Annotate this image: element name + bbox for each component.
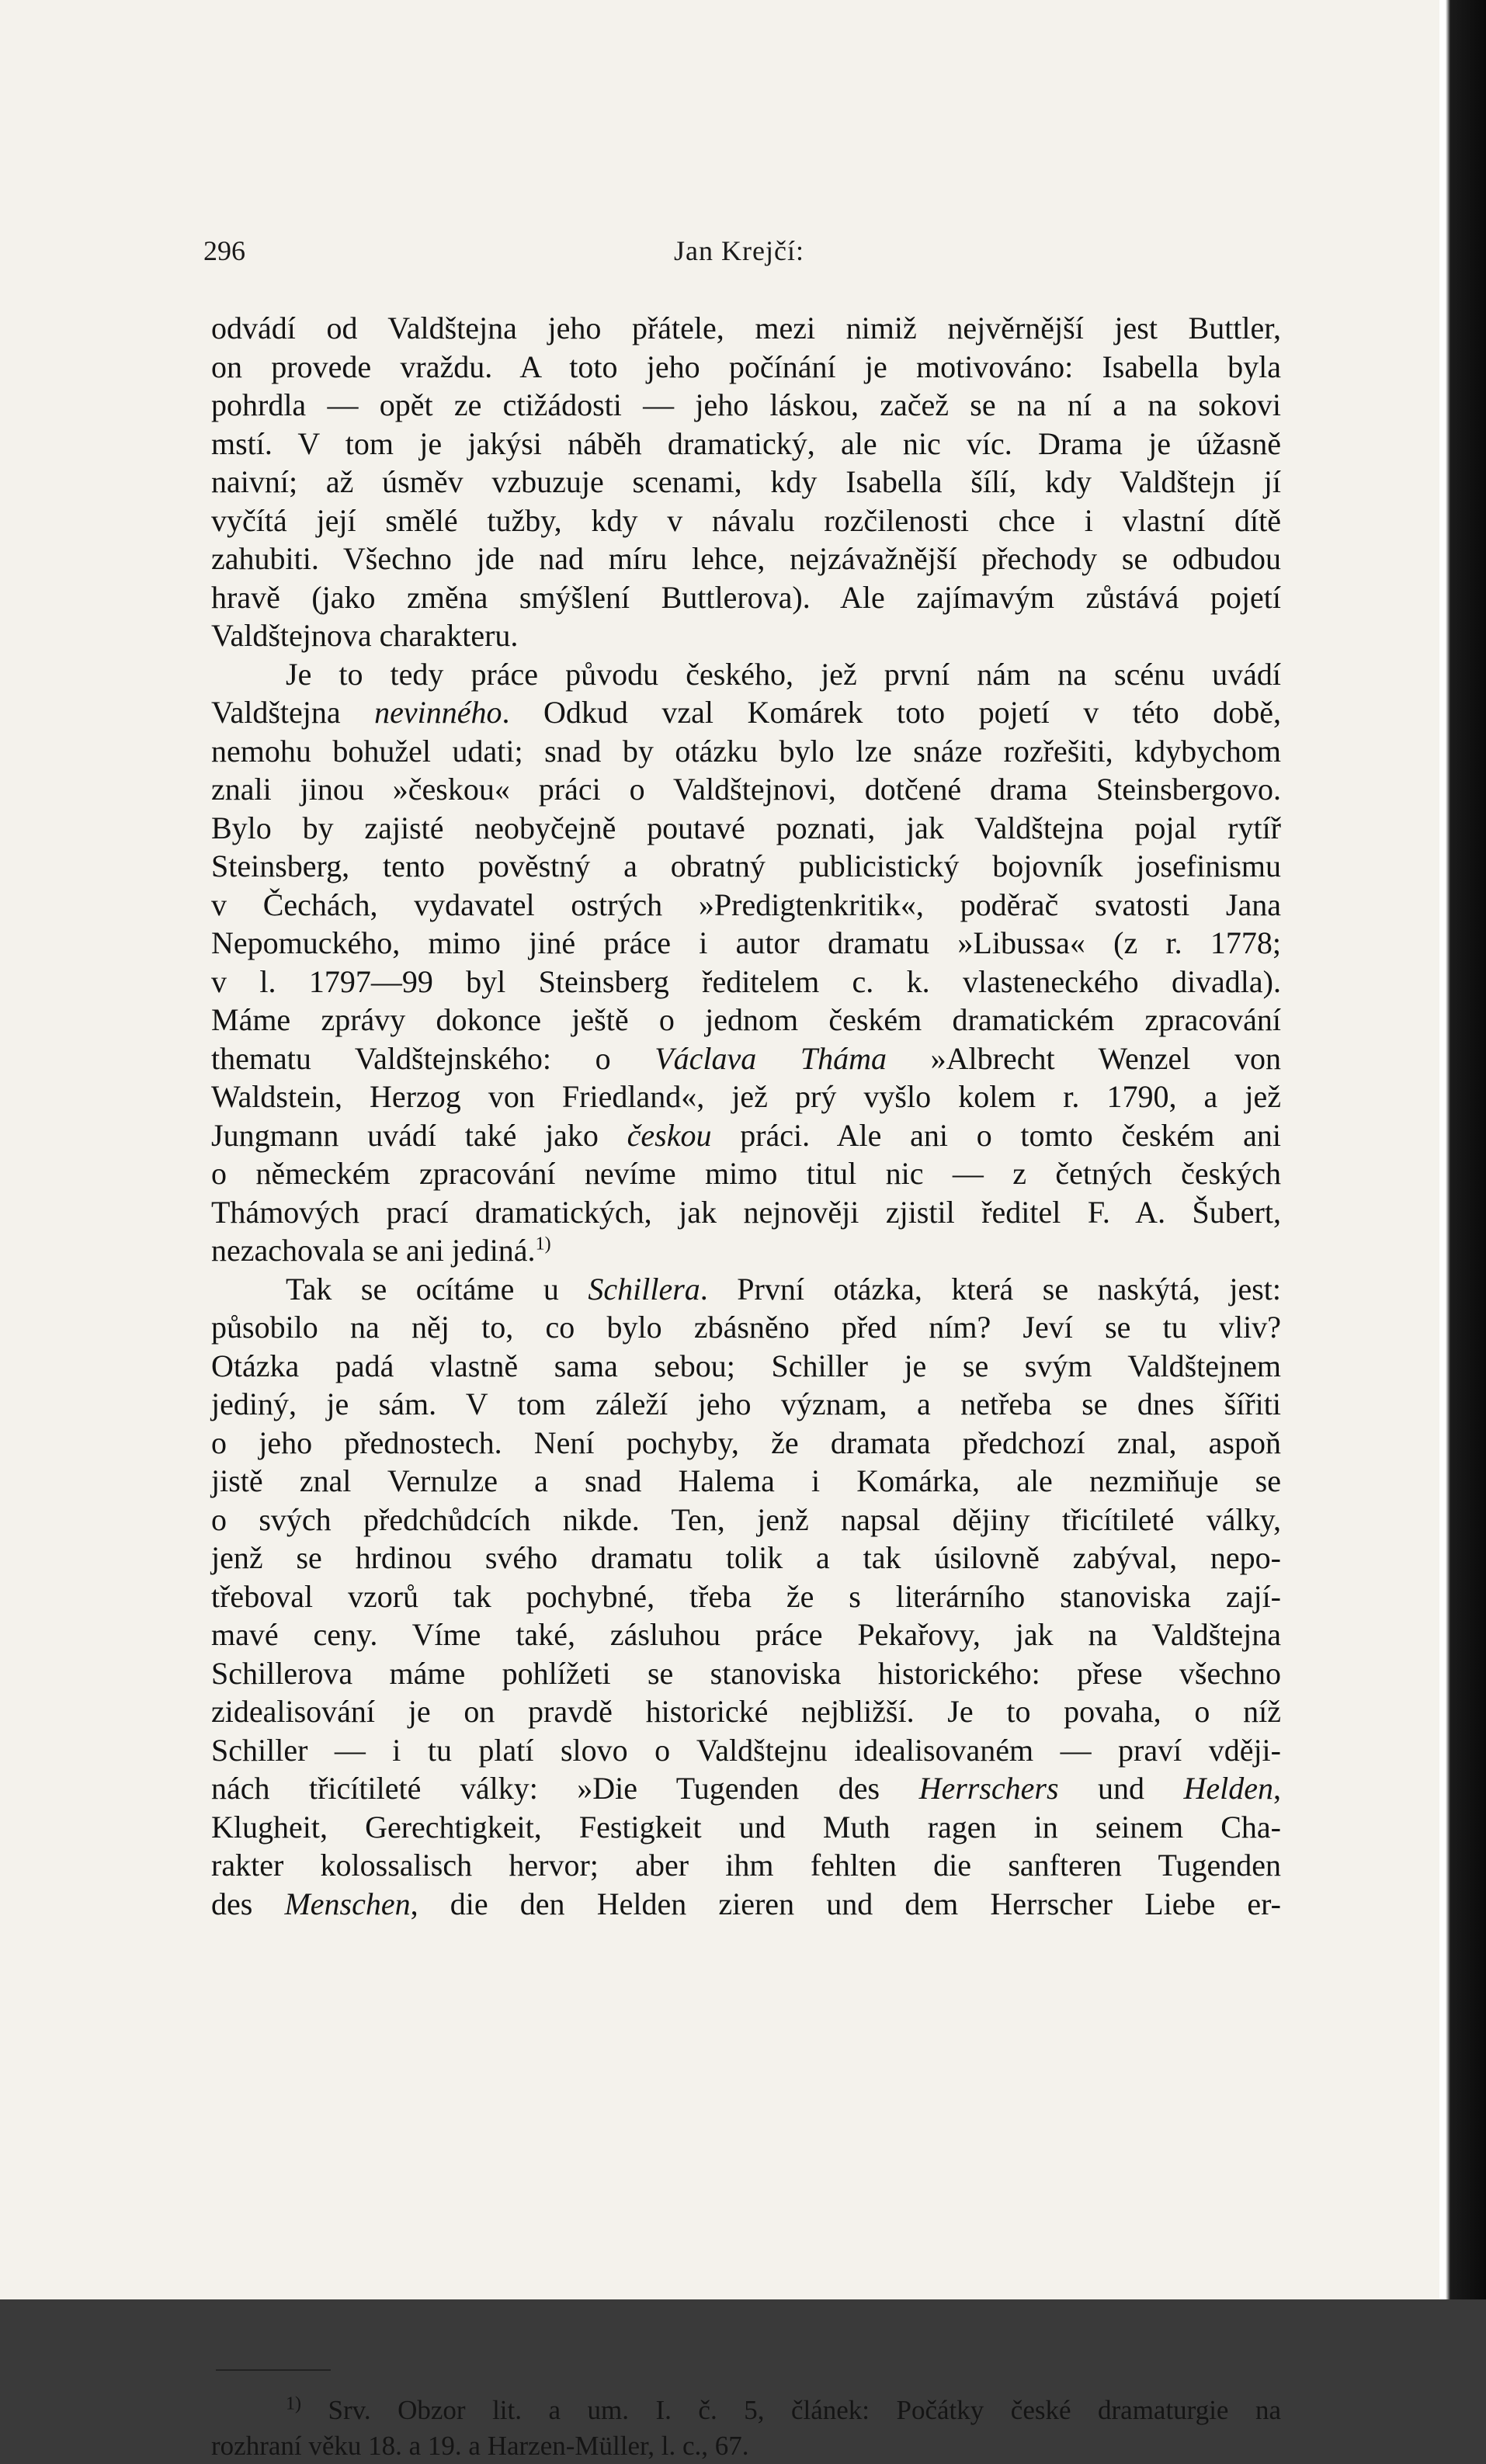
text-line: vyčítá její smělé tužby, kdy v návalu rozčilenosti chce i vlastní dítě [211, 502, 1281, 538]
text-line: Valdštejnova charakteru. [211, 618, 519, 653]
text-line: des Menschen, die den Helden zieren und dem Herrscher Liebe er- [211, 1886, 1282, 1921]
text-line: Schillerova máme pohlížeti se stanoviska historického: přese všechno [211, 1655, 1281, 1691]
running-head [203, 234, 1275, 269]
text-line: jediný, je sám. V tom záleží jeho význam, a netřeba se dnes šířiti [211, 1386, 1281, 1421]
emphasis: českou [627, 1117, 712, 1153]
text-line: Valdštejna nevinného. Odkud vzal Komárek toto pojetí v této době, [211, 695, 1282, 730]
text-line: Thámových prací dramatických, jak nejnověji zjistil ředitel F. A. Šubert, [211, 1194, 1281, 1230]
text-line: Nepomuckého, mimo jiné práce i autor dramatu »Libussa« (z r. 1778; [211, 925, 1281, 960]
text-line: hravě (jako změna smýšlení Buttlerova). Ale zajímavým zůstává pojetí [211, 579, 1281, 615]
footnote [211, 2393, 1281, 2464]
text-line: v Čechách, vydavatel ostrých »Predigtenkritik«, poděrač svatosti Jana [211, 887, 1281, 922]
text-line: on provede vraždu. A toto jeho počínání je motivováno: Isabella byla [211, 349, 1281, 384]
text-line: Waldstein, Herzog von Friedland«, jež prý vyšlo kolem r. 1790, a jež [211, 1079, 1281, 1114]
text-line: třeboval vzorů tak pochybné, třeba že s literárního stanoviska zají- [211, 1578, 1281, 1614]
text-line: pohrdla — opět ze ctižádosti — jeho láskou, začež se na ní a na sokovi [211, 387, 1281, 422]
text-line: o jeho přednostech. Není pochyby, že dramata předchozí znal, aspoň [211, 1425, 1281, 1460]
scan-edge [1439, 0, 1486, 2299]
emphasis: Herrschers [918, 1771, 1059, 1806]
text-line: odvádí od Valdštejna jeho přátele, mezi nimiž nejvěrnější jest Buttler, [211, 311, 1281, 345]
text-line: Bylo by zajisté neobyčejně poutavé poznati, jak Valdštejna pojal rytíř [211, 810, 1281, 845]
emphasis: Václava Tháma [654, 1040, 887, 1076]
paragraph-start-line: Tak se ocítáme u Schillera. První otázka, která se naskýtá, jest: [286, 1271, 1281, 1307]
text-line: v l. 1797—99 byl Steinsberg ředitelem c. k. vlasteneckého divadla). [211, 963, 1281, 999]
body-text [211, 309, 1281, 1923]
emphasis: Menschen [284, 1886, 411, 1921]
emphasis: Schillera [588, 1271, 700, 1307]
text-line: mstí. V tom je jakýsi náběh dramatický, ale nic víc. Drama je úžasně [211, 425, 1281, 461]
text-line: naivní; až úsměv vzbuzuje scenami, kdy Isabella šílí, kdy Valdštejn jí [211, 464, 1281, 499]
running-head-author: Jan Krejčí: [674, 235, 804, 266]
text-line: Schiller — i tu platí slovo o Valdštejnu idealisovaném — praví vději- [211, 1732, 1281, 1768]
text-line: rakter kolossalisch hervor; aber ihm fehlten die sanfteren Tugenden [211, 1848, 1281, 1883]
text-line: zahubiti. Všechno jde nad míru lehce, nejzávažnější přechody se odbudou [211, 541, 1281, 576]
paragraph-start-line: Je to tedy práce původu českého, jež první nám na scénu uvádí [286, 656, 1281, 692]
text-line: jistě znal Vernulze a snad Halema i Komárka, ale nezmiňuje se [211, 1463, 1281, 1498]
text-line: nezachovala se ani jediná.$^{1)}$ [211, 1233, 551, 1268]
footnote-line: $^{1)}$ Srv. Obzor lit. a um. I. č. 5, článek: Počátky české dramaturgie na [286, 2393, 1282, 2425]
text-line: jenž se hrdinou svého dramatu tolik a tak úsilovně zabýval, nepo- [211, 1540, 1281, 1575]
text-line: o německém zpracování nevíme mimo titul nic — z četných českých [211, 1156, 1281, 1191]
text-line: Jungmann uvádí také jako českou práci. Ale ani o tomto českém ani [211, 1117, 1281, 1153]
text-line: mavé ceny. Víme také, zásluhou práce Pekařovy, jak na Valdštejna [211, 1617, 1281, 1652]
text-line: působilo na něj to, co bylo zbásněno před ním? Jeví se tu vliv? [211, 1310, 1281, 1345]
text-line: Máme zprávy dokonce ještě o jednom českém dramatickém zpracování [211, 1002, 1281, 1037]
footnote-reference: 1) [535, 1234, 551, 1255]
footnote-rule [216, 2369, 331, 2371]
text-line: zidealisování je on pravdě historické nejbližší. Je to povaha, o níž [211, 1694, 1281, 1729]
text-line: thematu Valdštejnského: o Václava Tháma »Albrecht Wenzel von [211, 1040, 1281, 1076]
footnote-marker: 1) [286, 2393, 301, 2414]
page-number: 296 [203, 235, 245, 266]
text-line: nemohu bohužel udati; snad by otázku bylo lze snáze rozřešiti, kdybychom [211, 733, 1281, 769]
text-line: Steinsberg, tento pověstný a obratný publicistický bojovník josefinismu [211, 849, 1281, 883]
footnote-line: rozhraní věku 18. a 19. a Harzen-Müller, l. c., 67. [211, 2431, 749, 2461]
emphasis: Helden [1183, 1771, 1273, 1806]
text-line: o svých předchůdcích nikde. Ten, jenž napsal dějiny třicítileté války, [211, 1501, 1281, 1537]
text-line: znali jinou »českou« práci o Valdštejnovi, dotčené drama Steinsbergovo. [211, 772, 1281, 807]
text-line: nách třicítileté války: »Die Tugenden des Herrschers und Helden, [211, 1771, 1281, 1806]
text-line: Otázka padá vlastně sama sebou; Schiller je se svým Valdštejnem [211, 1348, 1281, 1383]
emphasis: nevinného [374, 695, 502, 730]
text-line: Klugheit, Gerechtigkeit, Festigkeit und Muth ragen in seinem Cha- [211, 1809, 1281, 1845]
